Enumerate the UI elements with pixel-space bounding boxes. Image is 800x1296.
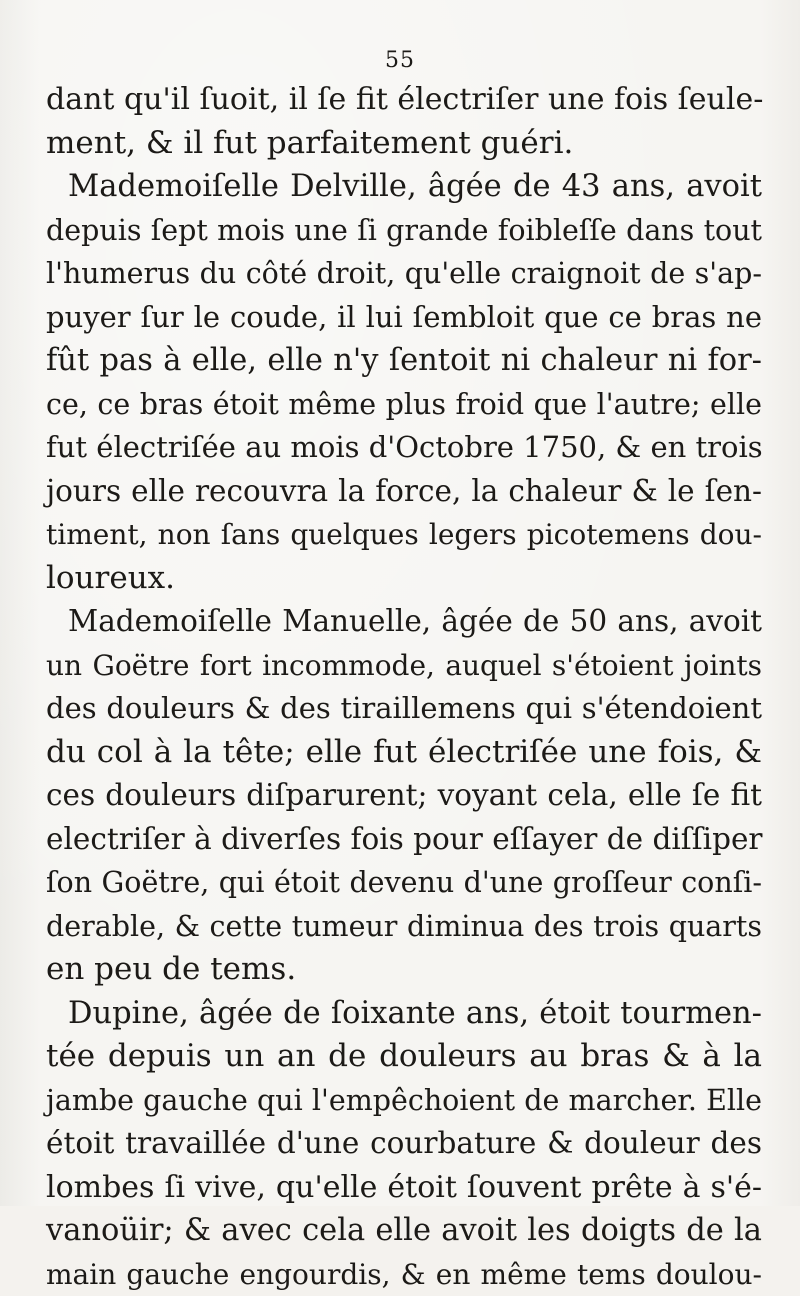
- text-line: jours elle recouvra la force, la chaleur & le ſen-: [46, 470, 762, 514]
- paragraph-start-line: Mademoiſelle Manuelle, âgée de 50 ans, avoit: [46, 600, 762, 644]
- text-line: des douleurs & des tiraillemens qui s'étendoient: [46, 687, 762, 731]
- text-line: fut électriſée au mois d'Octobre 1750, & en trois: [46, 426, 762, 470]
- text-line: en peu de tems.: [46, 948, 762, 992]
- text-line: ment, & il fut parfaitement guéri.: [46, 122, 762, 166]
- text-line: ſon Goëtre, qui étoit devenu d'une groſſeur conſi-: [46, 861, 762, 905]
- text-line: puyer ſur le coude, il lui ſembloit que ce bras ne: [46, 296, 762, 340]
- text-line: ces douleurs diſparurent; voyant cela, elle ſe fit: [46, 774, 762, 818]
- text-line: du col à la tête; elle fut électriſée une fois, &: [46, 731, 762, 775]
- text-line: fût pas à elle, elle n'y ſentoit ni chaleur ni for-: [46, 339, 762, 383]
- text-line: ce, ce bras étoit même plus froid que l'autre; elle: [46, 383, 762, 427]
- text-line: un Goëtre fort incommode, auquel s'étoient joints: [46, 644, 762, 688]
- text-line: étoit travaillée d'une courbature & douleur des: [46, 1122, 762, 1166]
- text-line: lombes ſi vive, qu'elle étoit ſouvent prête à s'é-: [46, 1166, 762, 1210]
- text-line: timent, non ſans quelques legers picotemens dou-: [46, 513, 762, 557]
- text-line: derable, & cette tumeur diminua des trois quarts: [46, 905, 762, 949]
- text-line: l'humerus du côté droit, qu'elle craignoit de s'ap-: [46, 252, 762, 296]
- text-line: dant qu'il ſuoit, il ſe fit électriſer une fois ſeule-: [46, 78, 762, 122]
- text-line: electriſer à diverſes fois pour eſſayer de diſſiper: [46, 818, 762, 862]
- text-line: tée depuis un an de douleurs au bras & à la: [46, 1035, 762, 1079]
- page-number: 55: [370, 48, 430, 73]
- text-line: vanoüir; & avec cela elle avoit les doigts de la: [46, 1209, 762, 1253]
- paragraph-start-line: Mademoiſelle Delville, âgée de 43 ans, avoit: [46, 165, 762, 209]
- body-text: [46, 78, 762, 1296]
- text-line: jambe gauche qui l'empêchoient de marcher. Elle: [46, 1079, 762, 1123]
- paragraph-start-line: Dupine, âgée de ſoixante ans, étoit tourmen-: [46, 992, 762, 1036]
- text-line: depuis ſept mois une ſi grande foibleſſe dans tout: [46, 209, 762, 253]
- text-line: main gauche engourdis, & en même tems doulou-: [46, 1253, 762, 1296]
- text-line: loureux.: [46, 557, 762, 601]
